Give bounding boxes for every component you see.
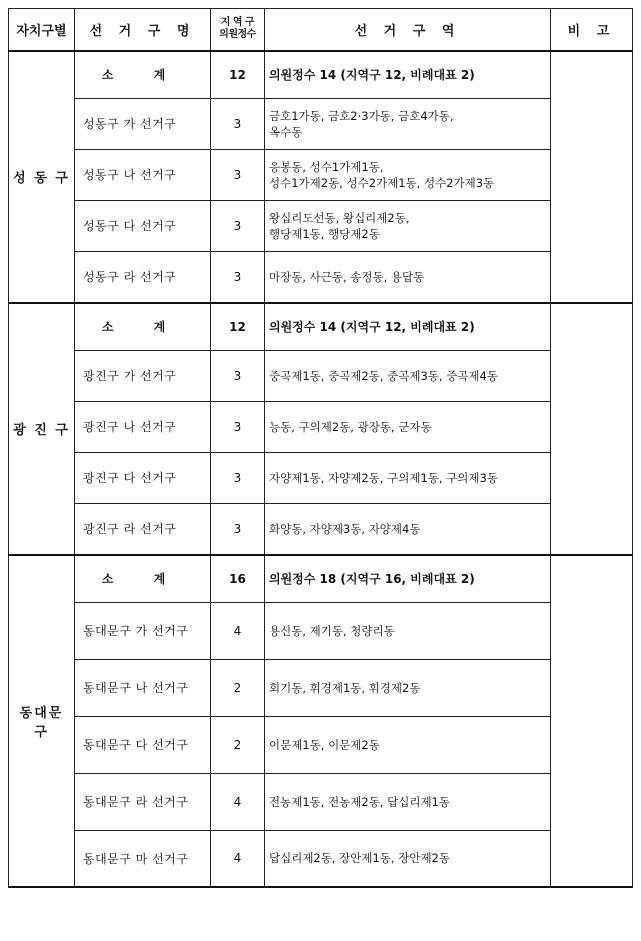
note-cell: [551, 51, 633, 303]
district-row: [9, 200, 633, 251]
district-name: 성동구 라 선거구: [75, 251, 211, 303]
subtotal-seats: 16: [211, 555, 265, 603]
district-seats: 3: [211, 149, 265, 200]
district-area-line: 성수1가제2동, 성수2가제1동, 성수2가제3동: [269, 175, 495, 190]
district-name: 동대문구 라 선거구: [75, 773, 211, 830]
district-row: [9, 98, 633, 149]
district-seats: 3: [211, 350, 265, 401]
district-row: [9, 830, 633, 887]
ward-group-dongdaemun: [9, 555, 633, 888]
subtotal-area: 의원정수 14 (지역구 12, 비례대표 2): [265, 51, 551, 99]
district-area: 전농제1동, 전농제2동, 답십리제1동: [265, 773, 551, 830]
ward-name: 성 동 구: [9, 51, 75, 303]
header-ward: 자치구별: [9, 9, 75, 51]
district-name: 광진구 가 선거구: [75, 350, 211, 401]
district-table-sheet: [8, 8, 632, 888]
district-seats: 3: [211, 401, 265, 452]
district-area-line: 마장동, 사근동, 송정동, 용답동: [269, 269, 425, 284]
district-area-line: 왕십리도선동, 왕십리제2동,: [269, 210, 410, 225]
header-seats-line2: 의원정수: [219, 29, 256, 41]
subtotal-label: 소 계: [75, 303, 211, 351]
district-area-line: 응봉동, 성수1가제1동,: [269, 159, 384, 174]
subtotal-label: 소 계: [75, 51, 211, 99]
district-area: 이문제1동, 이문제2동: [265, 716, 551, 773]
header-district: 선 거 구 명: [75, 9, 211, 51]
district-name: 동대문구 가 선거구: [75, 602, 211, 659]
district-seats: 4: [211, 830, 265, 887]
district-area: [265, 149, 551, 200]
district-seats: 3: [211, 200, 265, 251]
district-name: 동대문구 다 선거구: [75, 716, 211, 773]
district-row: [9, 452, 633, 503]
election-district-table: [8, 8, 633, 888]
district-area-line: 금호1가동, 금호2·3가동, 금호4가동,: [269, 108, 454, 123]
header-note: 비 고: [551, 9, 633, 51]
ward-group-gwangjin: [9, 303, 633, 555]
district-row: [9, 251, 633, 303]
district-seats: 4: [211, 773, 265, 830]
ward-name: 광 진 구: [9, 303, 75, 555]
district-row: [9, 602, 633, 659]
district-row: [9, 716, 633, 773]
district-name: 광진구 나 선거구: [75, 401, 211, 452]
district-row: [9, 773, 633, 830]
ward-group-seongdong: [9, 51, 633, 303]
district-name: 광진구 라 선거구: [75, 503, 211, 555]
district-area: 중곡제1동, 중곡제2동, 중곡제3동, 중곡제4동: [265, 350, 551, 401]
district-row: [9, 503, 633, 555]
district-area: 답십리제2동, 장안제1동, 장안제2동: [265, 830, 551, 887]
district-name: 동대문구 마 선거구: [75, 830, 211, 887]
district-area: [265, 98, 551, 149]
district-seats: 2: [211, 659, 265, 716]
district-name: 성동구 나 선거구: [75, 149, 211, 200]
district-name: 광진구 다 선거구: [75, 452, 211, 503]
subtotal-label: 소 계: [75, 555, 211, 603]
district-seats: 3: [211, 452, 265, 503]
subtotal-area: 의원정수 14 (지역구 12, 비례대표 2): [265, 303, 551, 351]
district-area: [265, 200, 551, 251]
district-row: [9, 659, 633, 716]
district-seats: 4: [211, 602, 265, 659]
district-seats: 3: [211, 251, 265, 303]
note-cell: [551, 555, 633, 888]
district-area: 능동, 구의제2동, 광장동, 군자동: [265, 401, 551, 452]
table-header-row: [9, 9, 633, 51]
subtotal-row: [9, 303, 633, 351]
district-area: [265, 251, 551, 303]
district-seats: 2: [211, 716, 265, 773]
district-area-line: 행당제1동, 행당제2동: [269, 226, 380, 241]
district-name: 성동구 가 선거구: [75, 98, 211, 149]
district-area: 용신동, 제기동, 청량리동: [265, 602, 551, 659]
subtotal-row: [9, 555, 633, 603]
district-seats: 3: [211, 503, 265, 555]
header-seats: [211, 9, 265, 51]
subtotal-seats: 12: [211, 51, 265, 99]
ward-name: 동대문구: [9, 555, 75, 888]
district-row: [9, 350, 633, 401]
district-row: [9, 401, 633, 452]
district-name: 성동구 다 선거구: [75, 200, 211, 251]
district-area: 자양제1동, 자양제2동, 구의제1동, 구의제3동: [265, 452, 551, 503]
subtotal-row: [9, 51, 633, 99]
district-name: 동대문구 나 선거구: [75, 659, 211, 716]
note-cell: [551, 303, 633, 555]
district-area: 회기동, 휘경제1동, 휘경제2동: [265, 659, 551, 716]
header-area: 선 거 구 역: [265, 9, 551, 51]
subtotal-area: 의원정수 18 (지역구 16, 비례대표 2): [265, 555, 551, 603]
district-area: 화양동, 자양제3동, 자양제4동: [265, 503, 551, 555]
district-seats: 3: [211, 98, 265, 149]
district-row: [9, 149, 633, 200]
subtotal-seats: 12: [211, 303, 265, 351]
header-seats-line1: 지 역 구: [220, 17, 255, 29]
district-area-line: 옥수동: [269, 124, 303, 139]
